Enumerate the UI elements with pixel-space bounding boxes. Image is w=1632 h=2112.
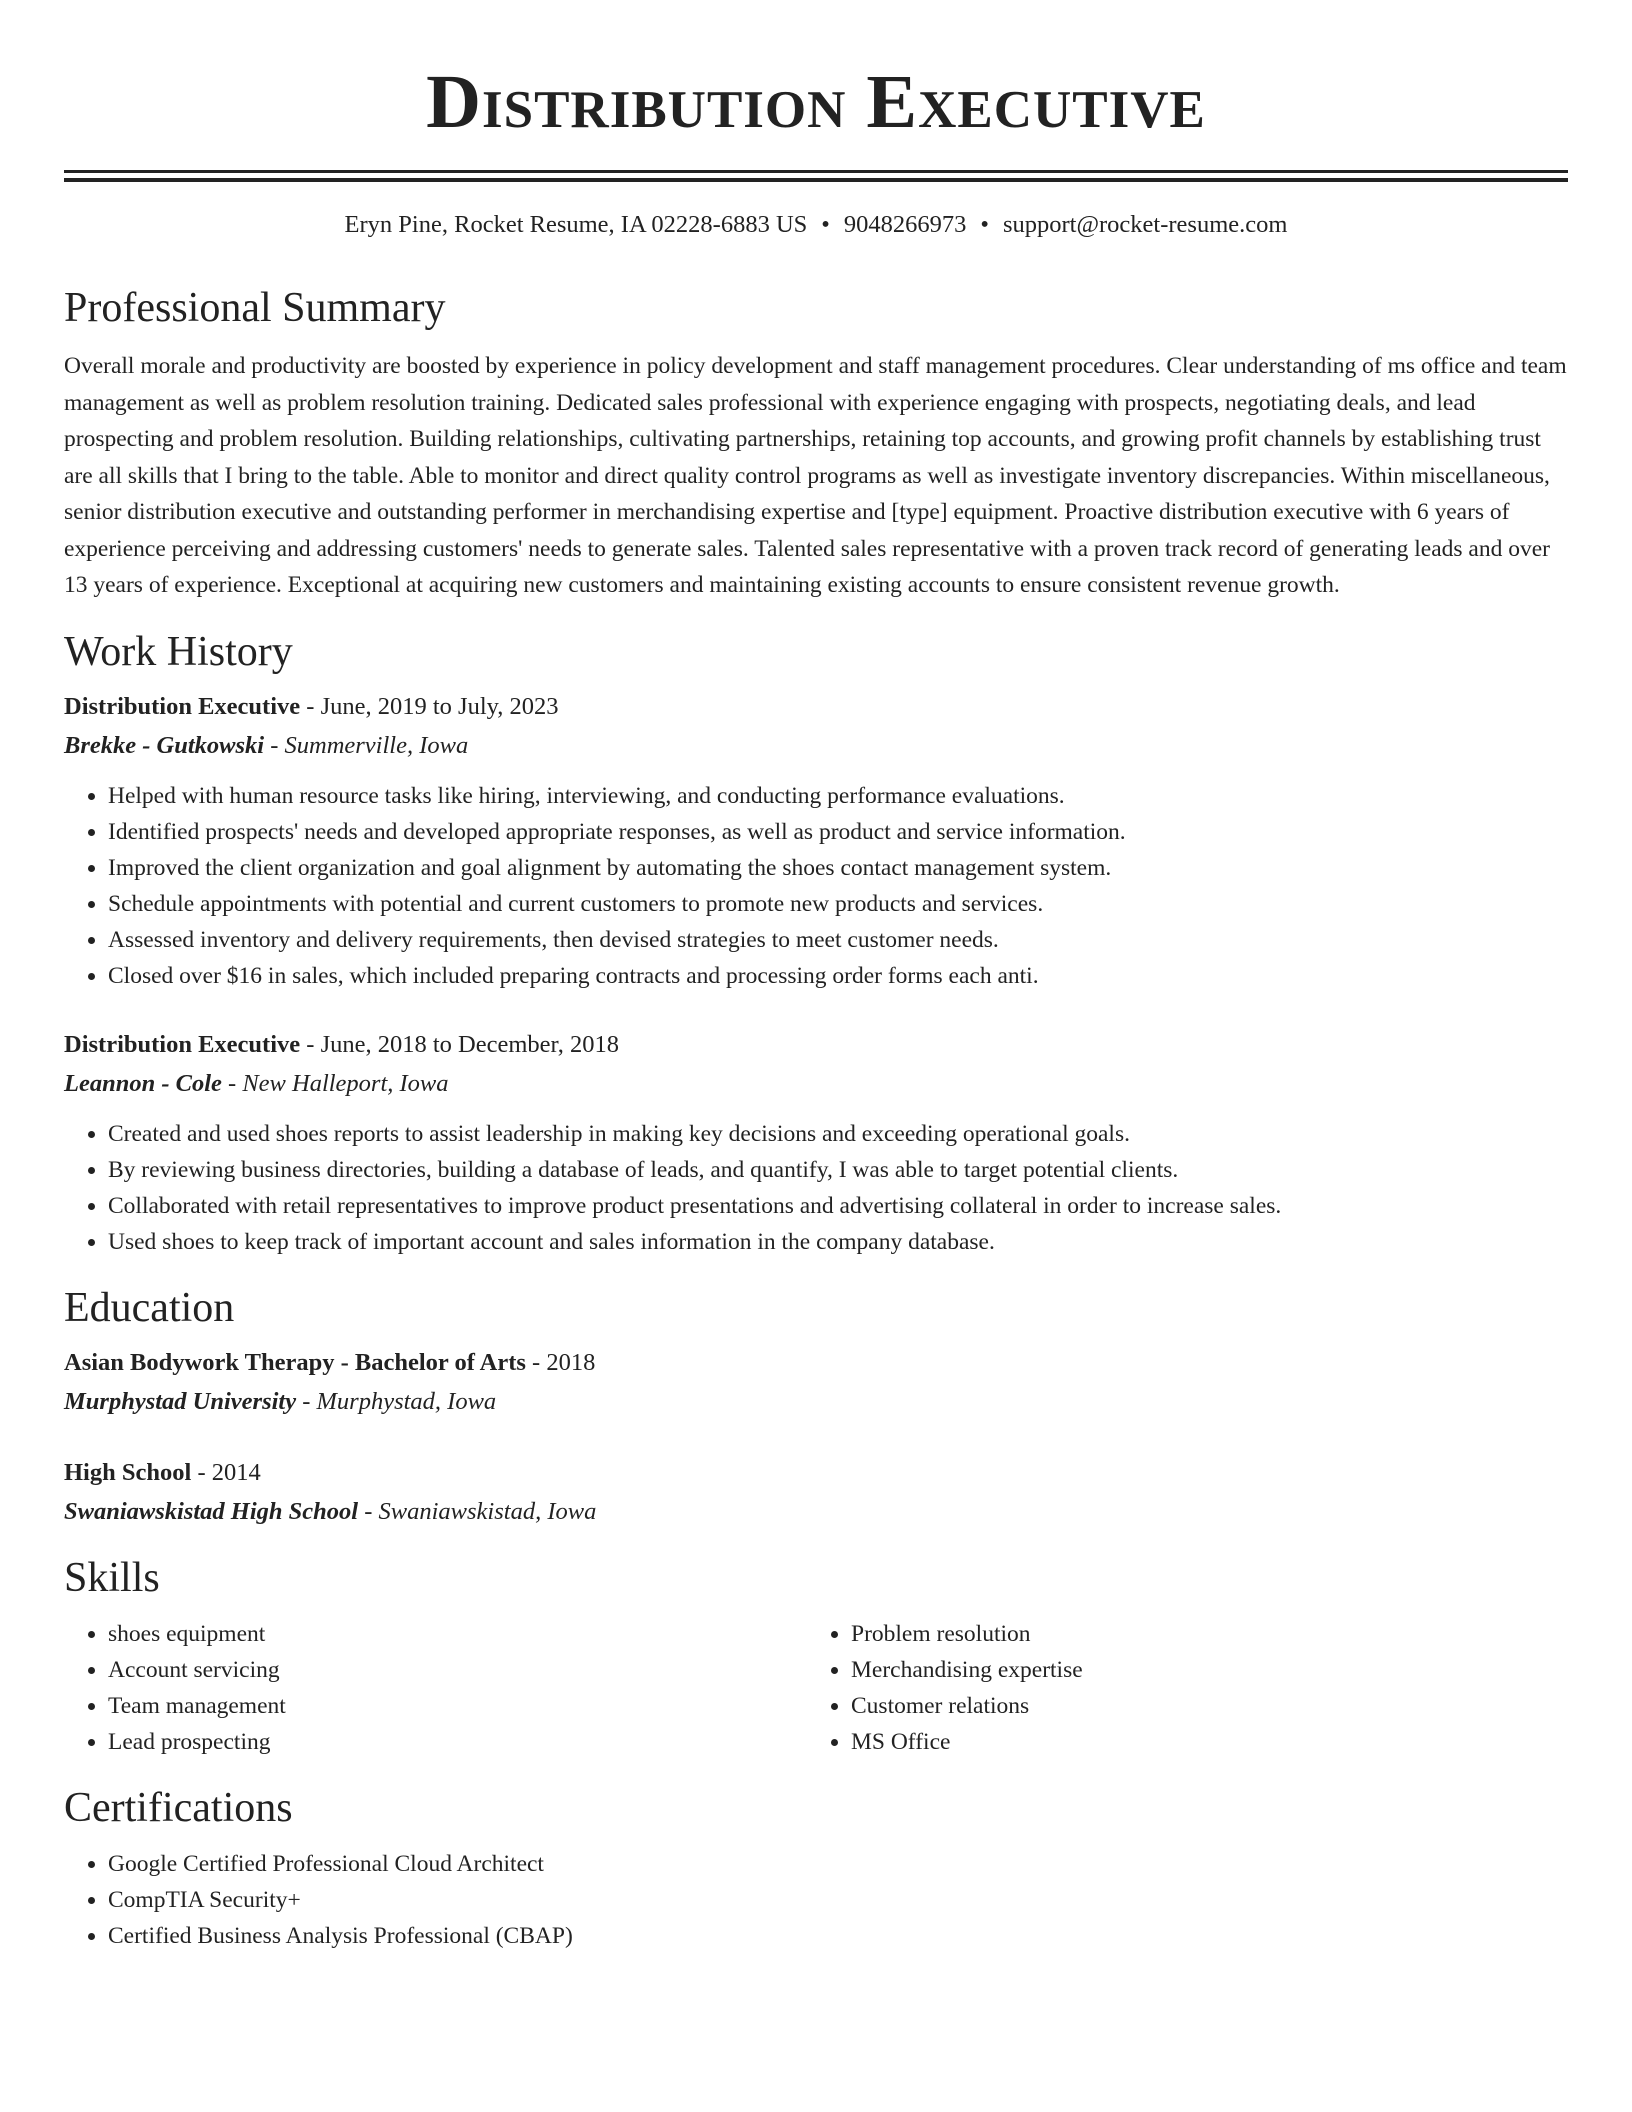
list-item: • Created and used shoes reports to assist leadership in making key decisions and exceeding operational goals. <box>108 1116 1568 1152</box>
list-item: • Assessed inventory and delivery requirements, then devised strategies to meet customer needs. <box>108 922 1568 958</box>
job-dates: - June, 2018 to December, 2018 <box>300 1030 619 1058</box>
resume-title: Distribution Executive <box>426 60 1206 144</box>
list-item: • Closed over $16 in sales, which included preparing contracts and processing order forms each anti. <box>108 958 1568 994</box>
school-line <box>64 1382 1568 1422</box>
skill-item: • Team management <box>108 1688 807 1724</box>
school-name: Swaniawskistad High School <box>64 1497 359 1525</box>
list-item: • Identified prospects' needs and developed appropriate responses, as well as product and service information. <box>108 814 1568 850</box>
skills-column-left <box>64 1616 807 1760</box>
school-name: Murphystad University <box>64 1387 297 1415</box>
skill-item: • Lead prospecting <box>108 1724 807 1760</box>
degree-year: - 2018 <box>525 1348 596 1376</box>
skills-list <box>807 1616 1550 1760</box>
contact-address: Eryn Pine, Rocket Resume, IA 02228-6883 US <box>344 211 808 238</box>
job-company: Leannon - Cole <box>64 1069 222 1097</box>
contact-separator: • <box>821 211 830 238</box>
list-item: • Schedule appointments with potential and current customers to promote new products and services. <box>108 886 1568 922</box>
title-divider <box>64 170 1568 182</box>
skill-item: • Account servicing <box>108 1652 807 1688</box>
certification-item: • Certified Business Analysis Professional (CBAP) <box>108 1918 1568 1954</box>
list-item: • By reviewing business directories, building a database of leads, and quantify, I was able to target potential clients. <box>108 1152 1568 1188</box>
skills-column-right <box>807 1616 1550 1760</box>
certifications-heading: Certifications <box>64 1784 293 1831</box>
skills-heading: Skills <box>64 1554 160 1601</box>
job-duties-list <box>64 778 1568 994</box>
contact-phone: 9048266973 <box>843 211 967 238</box>
job-title: Distribution Executive <box>64 1030 301 1058</box>
school-location: - Swaniawskistad, Iowa <box>358 1497 597 1525</box>
skill-item: • shoes equipment <box>108 1616 807 1652</box>
skill-item: • Customer relations <box>851 1688 1550 1724</box>
job-entry <box>64 688 1568 994</box>
job-duties-list <box>64 1116 1568 1260</box>
job-company: Brekke - Gutkowski <box>64 731 265 759</box>
contact-email: support@rocket-resume.com <box>1002 211 1288 238</box>
certification-item: • Google Certified Professional Cloud Architect <box>108 1846 1568 1882</box>
contact-line <box>64 208 1568 242</box>
job-title: Distribution Executive <box>64 692 301 720</box>
school-location: - Murphystad, Iowa <box>296 1387 497 1415</box>
school-line <box>64 1492 1568 1532</box>
summary-text: Overall morale and productivity are boosted by experience in policy development and staff management procedures. Clear understanding of ms office and team management as well as problem resolution training. Dedicated sales professional with experience engaging with prospects, negotiating deals, and lead prospecting and problem resolution. Building relationships, cultivating partnerships, retaining top accounts, and growing profit channels by establishing trust are all skills that I bring to the table. Able to monitor and direct quality control programs as well as investigate inventory discrepancies. Within miscellaneous, senior distribution executive and outstanding performer in merchandising expertise and [type] equipment. Proactive distribution executive with 6 years of experience perceiving and addressing customers' needs to generate sales. Talented sales representative with a proven track record of generating leads and over 13 years of experience. Exceptional at acquiring new customers and maintaining existing accounts to ensure consistent revenue growth. <box>64 353 1567 598</box>
certification-item: • CompTIA Security+ <box>108 1882 1568 1918</box>
list-item: • Used shoes to keep track of important account and sales information in the company database. <box>108 1224 1568 1260</box>
degree-line <box>64 1454 1568 1492</box>
contact-separator: • <box>980 211 989 238</box>
degree-name: High School <box>64 1458 192 1486</box>
degree-name: Asian Bodywork Therapy - Bachelor of Arts <box>64 1348 526 1376</box>
skills-list <box>64 1616 807 1760</box>
list-item: • Collaborated with retail representatives to improve product presentations and advertising collateral in order to increase sales. <box>108 1188 1568 1224</box>
list-item: • Helped with human resource tasks like hiring, interviewing, and conducting performance evaluations. <box>108 778 1568 814</box>
certifications-list <box>64 1846 1568 1954</box>
skill-item: • MS Office <box>851 1724 1550 1760</box>
list-item: • Improved the client organization and goal alignment by automating the shoes contact management system. <box>108 850 1568 886</box>
job-company-line <box>64 1064 1568 1104</box>
skills-columns <box>64 1616 1568 1760</box>
skill-item: • Problem resolution <box>851 1616 1550 1652</box>
education-entry <box>64 1454 1568 1532</box>
education-entry <box>64 1344 1568 1422</box>
job-location: - Summerville, Iowa <box>264 731 469 759</box>
skill-item: • Merchandising expertise <box>851 1652 1550 1688</box>
summary-heading: Professional Summary <box>64 285 446 331</box>
degree-line <box>64 1344 1568 1382</box>
degree-year: - 2014 <box>191 1458 261 1486</box>
work-history-heading: Work History <box>64 628 293 675</box>
job-entry <box>64 1026 1568 1260</box>
job-location: - New Halleport, Iowa <box>221 1069 449 1097</box>
job-company-line <box>64 726 1568 766</box>
job-title-line <box>64 688 1568 726</box>
job-dates: - June, 2019 to July, 2023 <box>300 692 559 720</box>
job-title-line <box>64 1026 1568 1064</box>
education-heading: Education <box>64 1284 235 1331</box>
